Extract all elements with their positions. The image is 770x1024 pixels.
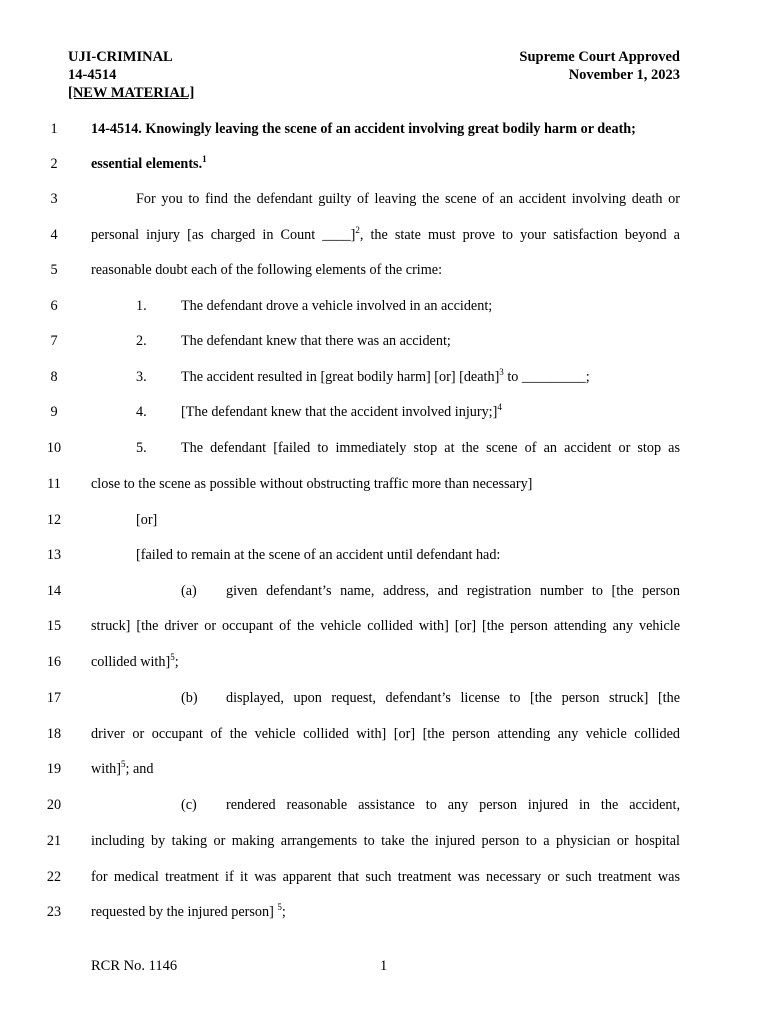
line-18 (0, 723, 770, 745)
line-20 (0, 794, 770, 816)
header-new-material: [NEW MATERIAL] (68, 85, 195, 101)
line-number: 7 (50, 333, 58, 349)
line-number: 5 (50, 262, 58, 278)
subelement-text: rendered reasonable assistance to any person injured in the accident, (226, 797, 680, 813)
line-text: for medical treatment if it was apparent that such treatment was necessary or such treatment was (91, 869, 680, 885)
footnote-ref: 5 (170, 652, 175, 662)
line-text: requested by the injured person] $^5$; (91, 902, 286, 920)
line-number: 22 (46, 869, 62, 885)
header-approval: Supreme Court Approved (519, 49, 680, 65)
footer-page-number: 1 (380, 958, 388, 974)
footnote-ref: 5 (120, 759, 126, 769)
line-number: 11 (47, 476, 61, 492)
line-1 (0, 118, 770, 140)
line-number: 4 (50, 227, 58, 243)
footnote-ref: 2 (355, 225, 360, 235)
element-marker: 2. (136, 333, 147, 349)
line-14 (0, 580, 770, 602)
line-number: 8 (50, 369, 58, 385)
subelement-text: displayed, upon request, defendant’s license to [the person struck] [the (226, 690, 680, 706)
element-text: The accident resulted in [great bodily harm] [or] [death]$^3$ to _________; (181, 367, 590, 385)
line-number: 16 (46, 654, 62, 670)
header-instruction-number: 14-4514 (68, 67, 117, 83)
line-5 (0, 259, 770, 281)
element-marker: 4. (136, 404, 147, 420)
line-23 (0, 901, 770, 923)
subelement-marker: (b) (181, 690, 198, 706)
subelement-marker: (a) (181, 583, 197, 599)
line-number: 9 (50, 404, 58, 420)
header-date: November 1, 2023 (568, 67, 680, 83)
line-text: personal injury [as charged in Count ____]$^2$, the state must prove to your satisfaction beyond a (91, 225, 680, 243)
line-text: [or] (136, 512, 158, 528)
line-text: close to the scene as possible without obstructing traffic more than necessary] (91, 476, 533, 492)
line-text: For you to find the defendant guilty of leaving the scene of an accident involving death or (136, 191, 680, 207)
element-text: [The defendant knew that the accident involved injury;]$^4$ (181, 402, 502, 420)
subelement-marker: (c) (181, 797, 197, 813)
footnote-ref: 5 (277, 902, 282, 912)
line-number: 19 (46, 761, 62, 777)
element-text: The defendant knew that there was an accident; (181, 333, 451, 349)
line-21 (0, 830, 770, 852)
line-number: 6 (50, 298, 58, 314)
line-4 (0, 224, 770, 246)
footnote-ref: 3 (499, 367, 504, 377)
line-number: 21 (46, 833, 62, 849)
line-number: 17 (46, 690, 62, 706)
element-text: The defendant drove a vehicle involved in an accident; (181, 298, 493, 314)
footnote-ref: 1 (202, 154, 207, 164)
line-19 (0, 758, 770, 780)
line-number: 15 (46, 618, 62, 634)
line-number: 20 (46, 797, 62, 813)
line-text: driver or occupant of the vehicle collided with] [or] [the person attending any vehicle collided (91, 726, 680, 742)
instruction-title-cont: essential elements.$^1$ (91, 154, 207, 172)
line-number: 18 (46, 726, 62, 742)
subelement-text: given defendant’s name, address, and registration number to [the person (226, 583, 680, 599)
element-marker: 5. (136, 440, 147, 456)
line-text: struck] [the driver or occupant of the vehicle collided with] [or] [the person attending any vehicle (91, 618, 680, 634)
line-number: 3 (50, 191, 58, 207)
line-number: 10 (46, 440, 62, 456)
line-6 (0, 295, 770, 317)
footnote-ref: 4 (497, 402, 502, 412)
line-13 (0, 544, 770, 566)
line-17 (0, 687, 770, 709)
line-2 (0, 153, 770, 175)
line-9 (0, 401, 770, 423)
line-7 (0, 330, 770, 352)
line-text: reasonable doubt each of the following elements of the crime: (91, 262, 443, 278)
line-10 (0, 437, 770, 459)
line-15 (0, 615, 770, 637)
line-3 (0, 188, 770, 210)
instruction-title: 14-4514. Knowingly leaving the scene of an accident involving great bodily harm or death; (91, 121, 636, 137)
line-text: [failed to remain at the scene of an accident until defendant had: (136, 547, 501, 563)
line-number: 23 (46, 904, 62, 920)
line-12 (0, 509, 770, 531)
line-number: 13 (46, 547, 62, 563)
line-number: 2 (50, 156, 58, 172)
line-number: 14 (46, 583, 62, 599)
element-marker: 1. (136, 298, 147, 314)
line-8 (0, 366, 770, 388)
footer-rcr-number: RCR No. 1146 (91, 958, 178, 974)
header-category: UJI-CRIMINAL (68, 49, 173, 65)
line-number: 12 (46, 512, 62, 528)
element-text: The defendant [failed to immediately stop at the scene of an accident or stop as (181, 440, 680, 456)
line-16 (0, 651, 770, 673)
header-right (519, 48, 680, 84)
line-text: including by taking or making arrangements to take the injured person to a physician or hospital (91, 833, 680, 849)
line-text: with]$^5$; and (91, 759, 154, 777)
line-11 (0, 473, 770, 495)
line-22 (0, 866, 770, 888)
header-left (68, 48, 194, 102)
line-text: collided with]$^5$; (91, 652, 179, 670)
element-marker: 3. (136, 369, 147, 385)
line-number: 1 (50, 121, 58, 137)
